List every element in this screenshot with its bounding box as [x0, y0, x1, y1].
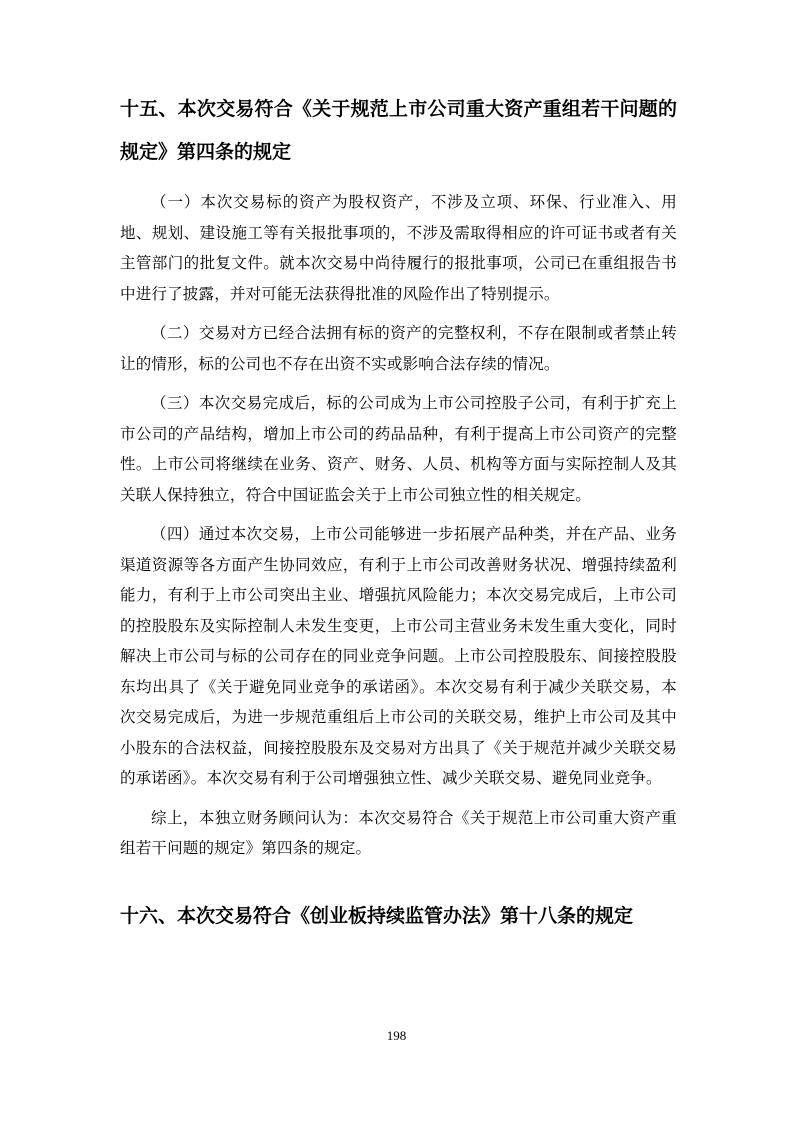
paragraph-item-4: （四）通过本次交易，上市公司能够进一步拓展产品种类，并在产品、业务渠道资源等各方面产生协同效应，有利于上市公司改善财务状况、增强持续盈利能力，有利于上市公司突出主业、增强抗风险能力；本次交易完成后，上市公司的控股股东及实际控制人未发生变更，上市公司主营业务未发生重大变化，同时解决上市公司与标的公司存在的同业竞争问题。上市公司控股股东、间接控股股东均出具了《关于避免同业竞争的承诺函》。本次交易有利于减少关联交易，本次交易完成后，为进一步规范重组后上市公司的关联交易，维护上市公司及其中小股东的合法权益，间接控股股东及交易对方出具了《关于规范并减少关联交易的承诺函》。本次交易有利于公司增强独立性、减少关联交易、避免同业竞争。 [120, 526, 677, 787]
paragraph-conclusion: 综上，本独立财务顾问认为：本次交易符合《关于规范上市公司重大资产重组若干问题的规定》第四条的规定。 [120, 809, 677, 857]
section-heading-16: 十六、本次交易符合《创业板持续监管办法》第十八条的规定 [120, 905, 634, 927]
paragraph-item-2: （二）交易对方已经合法拥有标的资产的完整权利，不存在限制或者禁止转让的情形，标的公司也不存在出资不实或影响合法存续的情况。 [120, 325, 677, 373]
paragraph-item-1: （一）本次交易标的资产为股权资产，不涉及立项、环保、行业准入、用地、规划、建设施工等有关报批事项的，不涉及需取得相应的许可证书或者有关主管部门的批复文件。就本次交易中尚待履行的报批事项，公司已在重组报告书中进行了披露，并对可能无法获得批准的风险作出了特别提示。 [120, 194, 677, 303]
paragraph-item-3: （三）本次交易完成后，标的公司成为上市公司控股子公司，有利于扩充上市公司的产品结构，增加上市公司的药品品种，有利于提高上市公司资产的完整性。上市公司将继续在业务、资产、财务、人员、机构等方面与实际控制人及其关联人保持独立，符合中国证监会关于上市公司独立性的相关规定。 [120, 395, 677, 504]
page-number: 198 [386, 1028, 407, 1043]
page-content [120, 88, 677, 938]
section-heading-15: 十五、本次交易符合《关于规范上市公司重大资产重组若干问题的规定》第四条的规定 [120, 99, 677, 163]
